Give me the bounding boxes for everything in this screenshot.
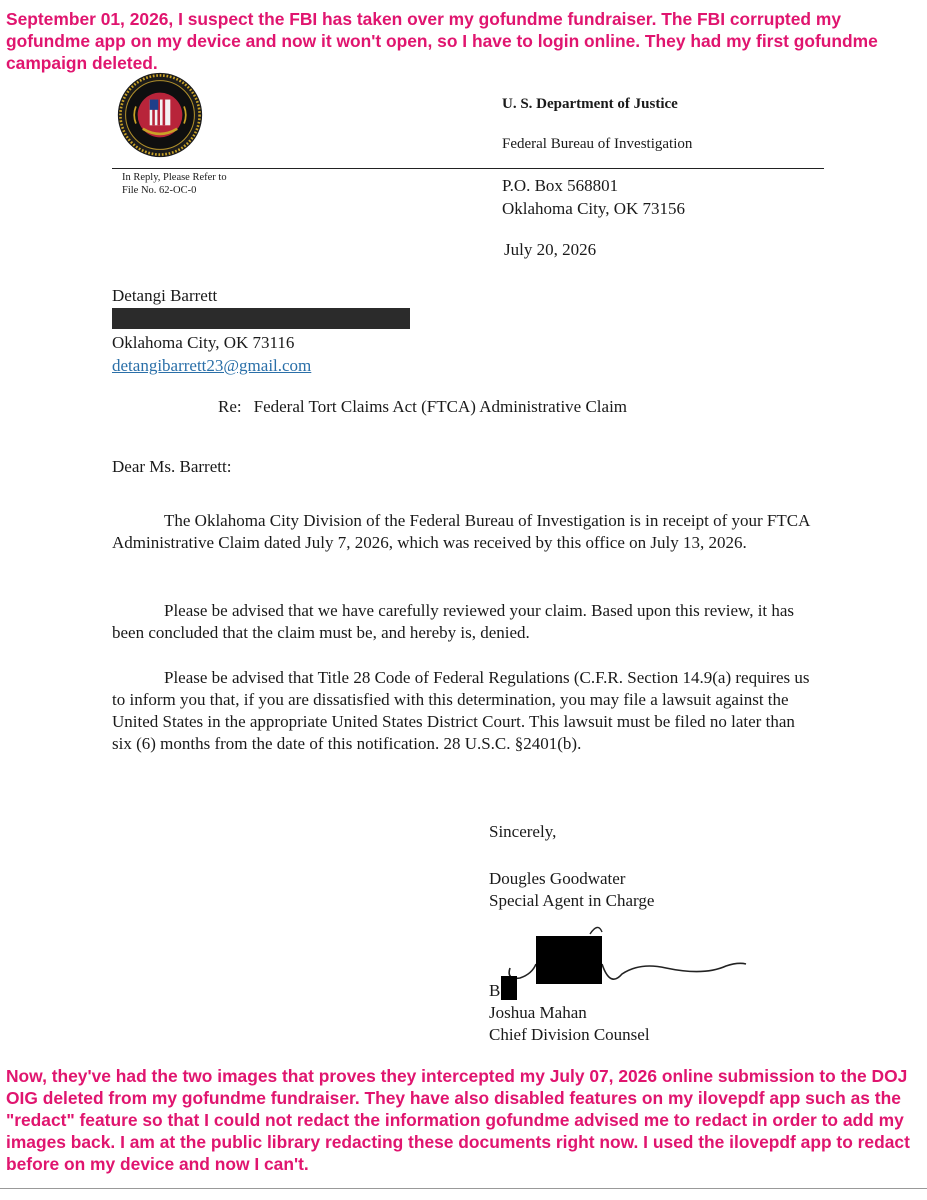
recipient-name: Detangi Barrett [112,286,218,305]
body-paragraph: Please be advised that we have carefully reviewed your claim. Based upon this review, it has been concluded that the claim must be, and hereby is, denied. [112,601,795,642]
recipient-block [112,284,410,377]
by-prefix: B [489,981,501,1000]
signer-block [489,868,654,912]
counsel-name: Joshua Mahan [489,1003,587,1022]
signer-title: Special Agent in Charge [489,891,655,910]
letter-date: July 20, 2026 [504,240,597,259]
reply-reference [122,171,227,197]
sender-city: Oklahoma City, OK 73156 [502,199,686,218]
subject-text: Federal Tort Claims Act (FTCA) Administrative Claim [253,397,628,416]
department-name: U. S. Department of Justice [502,96,678,112]
subject-line [218,397,627,417]
by-line [489,980,650,1002]
valediction: Sincerely, [489,822,557,841]
body-paragraph: Please be advised that Title 28 Code of Federal Regulations (C.F.R. Section 14.9(a) requires us to inform you that, if you are dissatisfied with this determination, you may file a lawsuit against the United States in the appropriate United States District Court. This lawsuit must be filed no later than six (6) months from the date of this notification. 28 U.S.C. §2401(b). [112,668,810,753]
salutation: Dear Ms. Barrett: [112,457,232,476]
subject-label: Re: [218,397,242,416]
annotation-top: September 01, 2026, I suspect the FBI has taken over my gofundme fundraiser. The FBI corrupted my gofundme app on my device and now it won't open, so I have to login online. They had my first gofundme campaign deleted. [6,9,878,73]
signer-name: Dougles Goodwater [489,869,626,888]
annotation-bottom: Now, they've had the two images that proves they intercepted my July 07, 2026 online submission to the DOJ OIG deleted from my gofundme fundraiser. They have also disabled features on my ilovepdf app such as the "redact" feature so that I could not redact the information gofundme advised me to redact in order to add my images back. I am at the public library redacting these documents right now. I used the ilovepdf app to redact before on my device and now I can't. [6,1066,910,1174]
redaction-bar [501,976,517,1000]
recipient-email-link[interactable]: detangibarrett23@gmail.com [112,356,312,375]
file-number: File No. 62-OC-0 [122,185,197,196]
reply-line: In Reply, Please Refer to [122,172,227,183]
bureau-name: Federal Bureau of Investigation [502,136,693,152]
fbi-seal-icon [117,72,203,158]
recipient-city: Oklahoma City, OK 73116 [112,333,295,352]
page-bottom-divider [0,1188,927,1189]
body-paragraph: The Oklahoma City Division of the Federal Bureau of Investigation is in receipt of your FTCA Administrative Claim dated July 7, 2026, which was received by this office on July 13, 2026. [112,511,810,552]
po-box: P.O. Box 568801 [502,176,619,195]
by-block [489,980,650,1046]
counsel-title: Chief Division Counsel [489,1025,650,1044]
sender-address [502,174,685,220]
letterhead-divider [112,168,824,169]
redaction-bar [112,308,410,329]
